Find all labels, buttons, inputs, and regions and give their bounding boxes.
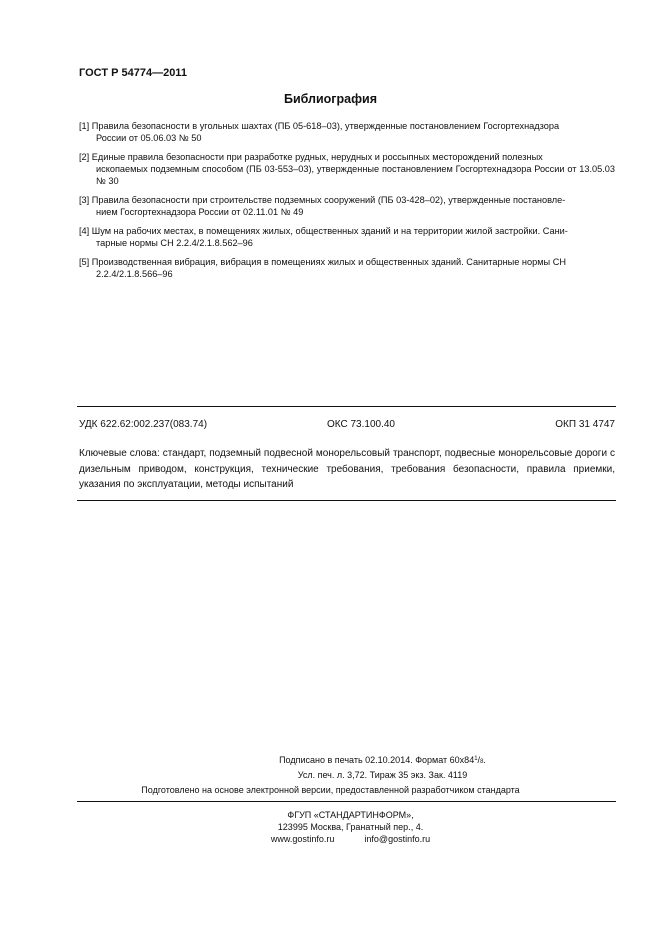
bibliography-number: [3] — [79, 195, 90, 205]
bibliography-number: [2] — [79, 152, 90, 162]
format-fraction-den: 8 — [480, 759, 484, 765]
page-title: Библиография — [283, 92, 378, 106]
bibliography-text-continued: нием Госгортехнадзора России от 02.11.01 № 49 — [96, 207, 304, 217]
bibliography-list — [79, 120, 615, 287]
publisher-name: ФГУП «СТАНДАРТИНФОРМ», — [287, 810, 414, 820]
bibliography-item — [79, 194, 615, 218]
imprint-signed: Подписано в печать 02.10.2014. Формат $60х84^1/8$. — [279, 755, 486, 765]
bibliography-item — [79, 225, 615, 249]
bibliography-item — [79, 256, 615, 280]
bibliography-number: [4] — [79, 226, 90, 236]
bibliography-text: Правила безопасности при строительстве подземных сооружений (ПБ 03-428–02), утвержденные постановле- — [91, 195, 566, 205]
bibliography-text-continued: ископаемых подземным способом (ПБ 03-553–03), утвержденные постановлением Госгортехнадзора России от 13.05.03 № 30 — [96, 164, 615, 186]
bibliography-text-continued: России от 05.06.03 № 50 — [96, 133, 202, 143]
keywords-paragraph: Ключевые слова: стандарт, подземный подвесной монорельсовый транспорт, подвесные монорельсовые дороги с дизельным приводом, конструкция, технические требования, требования безопасности, правила приемки, указания по эксплуатации, методы испытаний — [79, 448, 615, 490]
udk-code: УДК 622.62:002.237(083.74) — [79, 419, 208, 430]
bibliography-text: Единые правила безопасности при разработке рудных, нерудных и россыпных месторождений полезных — [91, 152, 543, 162]
publisher-email[interactable]: info@gostinfo.ru — [364, 834, 431, 844]
publisher-contacts — [20, 834, 661, 844]
bibliography-number: [1] — [79, 121, 90, 131]
divider-publisher — [77, 801, 616, 802]
bibliography-item — [79, 120, 615, 144]
oks-code: ОКС 73.100.40 — [327, 419, 395, 430]
standard-number: ГОСТ Р 54774—2011 — [79, 67, 187, 79]
divider-top — [77, 406, 616, 407]
format-fraction-num: 1 — [474, 756, 478, 762]
bibliography-item — [79, 151, 615, 187]
publisher-website[interactable]: www.gostinfo.ru — [270, 834, 335, 844]
bibliography-text-continued: тарные нормы СН 2.2.4/2.1.8.562–96 — [96, 238, 253, 248]
imprint-prepared: Подготовлено на основе электронной версии, предоставленной разработчиком стандарта — [141, 785, 520, 795]
imprint-print-info: Усл. печ. л. 3,72. Тираж 35 экз. Зак. 4119 — [297, 770, 468, 780]
classification-row — [79, 419, 615, 433]
bibliography-text: Правила безопасности в угольных шахтах (ПБ 05-618–03), утвержденные постановлением Госгортехнадзора — [91, 121, 560, 131]
bibliography-text: Производственная вибрация, вибрация в помещениях жилых и общественных зданий. Санитарные нормы СН — [91, 257, 566, 267]
publisher-address: 123995 Москва, Гранатный пер., 4. — [277, 822, 424, 832]
okp-code: ОКП 31 4747 — [555, 419, 615, 430]
divider-bottom — [77, 500, 616, 501]
bibliography-text-continued: 2.2.4/2.1.8.566–96 — [96, 269, 173, 279]
bibliography-text: Шум на рабочих местах, в помещениях жилых, общественных зданий и на территории жилой застройки. Сани- — [91, 226, 568, 236]
bibliography-number: [5] — [79, 257, 90, 267]
